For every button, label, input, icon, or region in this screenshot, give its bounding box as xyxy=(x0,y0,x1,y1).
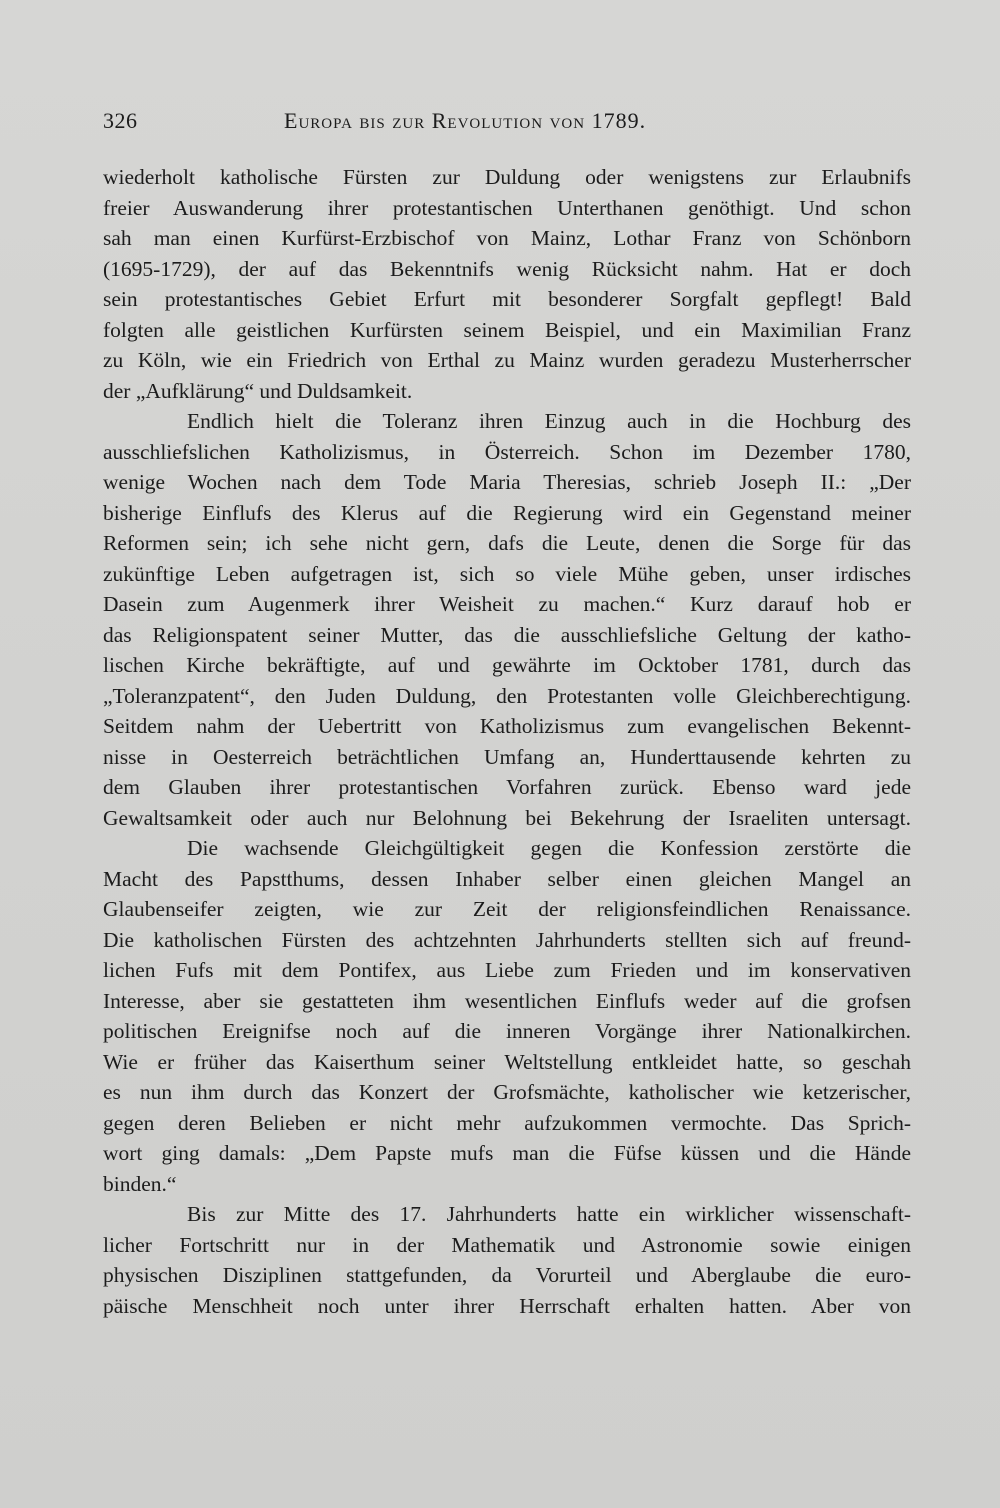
text-line: licher Fortschritt nur in der Mathematik und Astronomie sowie einigen xyxy=(103,1232,911,1257)
text-line: Seitdem nahm der Uebertritt von Katholizismus zum evangelischen Bekennt- xyxy=(103,714,911,738)
text-line: der „Aufklärung“ und Duldsamkeit. xyxy=(103,378,413,403)
text-line: dem Glauben ihrer protestantischen Vorfahren zurück. Ebenso ward jede xyxy=(103,775,911,799)
text-line: politischen Ereignifse noch auf die inneren Vorgänge ihrer Nationalkirchen. xyxy=(103,1019,911,1043)
text-line: folgten alle geistlichen Kurfürsten seinem Beispiel, und ein Maximilian Franz xyxy=(103,317,911,342)
text-line: lischen Kirche bekräftigte, auf und gewährte im Ocktober 1781, durch das xyxy=(103,653,911,677)
text-line: ausschliefslichen Katholizismus, in Österreich. Schon im Dezember 1780, xyxy=(103,439,911,464)
text-line: bisherige Einflufs des Klerus auf die Regierung wird ein Gegenstand meiner xyxy=(103,500,911,525)
text-line: päische Menschheit noch unter ihrer Herrschaft erhalten hatten. Aber von xyxy=(103,1293,911,1318)
body-text xyxy=(103,162,911,1321)
text-line: das Religionspatent seiner Mutter, das die ausschliefsliche Geltung der katho- xyxy=(103,622,911,647)
page-header xyxy=(103,108,813,144)
text-line: zukünftige Leben aufgetragen ist, sich so viele Mühe geben, unser irdisches xyxy=(103,561,911,586)
running-title: Europa bis zur Revolution von 1789. xyxy=(284,108,647,133)
text-line: Interesse, aber sie gestatteten ihm wesentlichen Einflufs weder auf die grofsen xyxy=(103,988,911,1013)
text-line: Die katholischen Fürsten des achtzehnten Jahrhunderts stellten sich auf freund- xyxy=(103,927,911,952)
text-line: Dasein zum Augenmerk ihrer Weisheit zu machen.“ Kurz darauf hob er xyxy=(103,592,911,616)
text-line: (1695-1729), der auf das Bekenntnifs wenig Rücksicht nahm. Hat er doch xyxy=(103,256,911,281)
text-line: binden.“ xyxy=(103,1171,177,1196)
text-line: wenige Wochen nach dem Tode Maria Theresias, schrieb Joseph II.: „Der xyxy=(103,470,911,494)
text-line: wiederholt katholische Fürsten zur Duldung oder wenigstens zur Erlaubnifs xyxy=(103,165,911,189)
text-line: freier Auswanderung ihrer protestantischen Unterthanen genöthigt. Und schon xyxy=(103,195,911,220)
text-line: es nun ihm durch das Konzert der Grofsmächte, katholischer wie ketzerischer, xyxy=(103,1080,911,1104)
page-number: 326 xyxy=(103,108,138,133)
text-line: gegen deren Belieben er nicht mehr aufzukommen vermochte. Das Sprich- xyxy=(103,1110,911,1135)
text-line: Endlich hielt die Toleranz ihren Einzug auch in die Hochburg des xyxy=(187,409,911,433)
text-line: lichen Fufs mit dem Pontifex, aus Liebe zum Frieden und im konservativen xyxy=(103,958,911,982)
text-line: Macht des Papstthums, dessen Inhaber selber einen gleichen Mangel an xyxy=(103,866,911,891)
text-line: Gewaltsamkeit oder auch nur Belohnung bei Bekehrung der Israeliten untersagt. xyxy=(103,805,911,830)
text-line: sah man einen Kurfürst-Erzbischof von Mainz, Lothar Franz von Schönborn xyxy=(103,226,911,250)
text-line: Die wachsende Gleichgültigkeit gegen die Konfession zerstörte die xyxy=(187,836,911,860)
text-line: wort ging damals: „Dem Papste mufs man die Füfse küssen und die Hände xyxy=(103,1141,911,1165)
text-line: Glaubenseifer zeigten, wie zur Zeit der religionsfeindlichen Renaissance. xyxy=(103,897,911,921)
text-line: Wie er früher das Kaiserthum seiner Weltstellung entkleidet hatte, so geschah xyxy=(103,1049,911,1074)
text-line: zu Köln, wie ein Friedrich von Erthal zu Mainz wurden geradezu Musterherrscher xyxy=(103,348,911,372)
text-line: Bis zur Mitte des 17. Jahrhunderts hatte ein wirklicher wissenschaft- xyxy=(187,1202,911,1226)
text-line: „Toleranzpatent“, den Juden Duldung, den Protestanten volle Gleichberechtigung. xyxy=(103,683,911,708)
text-line: sein protestantisches Gebiet Erfurt mit besonderer Sorgfalt gepflegt! Bald xyxy=(103,287,911,311)
text-line: physischen Disziplinen stattgefunden, da Vorurteil und Aberglaube die euro- xyxy=(103,1263,911,1287)
text-line: Reformen sein; ich sehe nicht gern, dafs die Leute, denen die Sorge für das xyxy=(103,531,911,555)
text-line: nisse in Oesterreich beträchtlichen Umfang an, Hunderttausende kehrten zu xyxy=(103,744,911,769)
